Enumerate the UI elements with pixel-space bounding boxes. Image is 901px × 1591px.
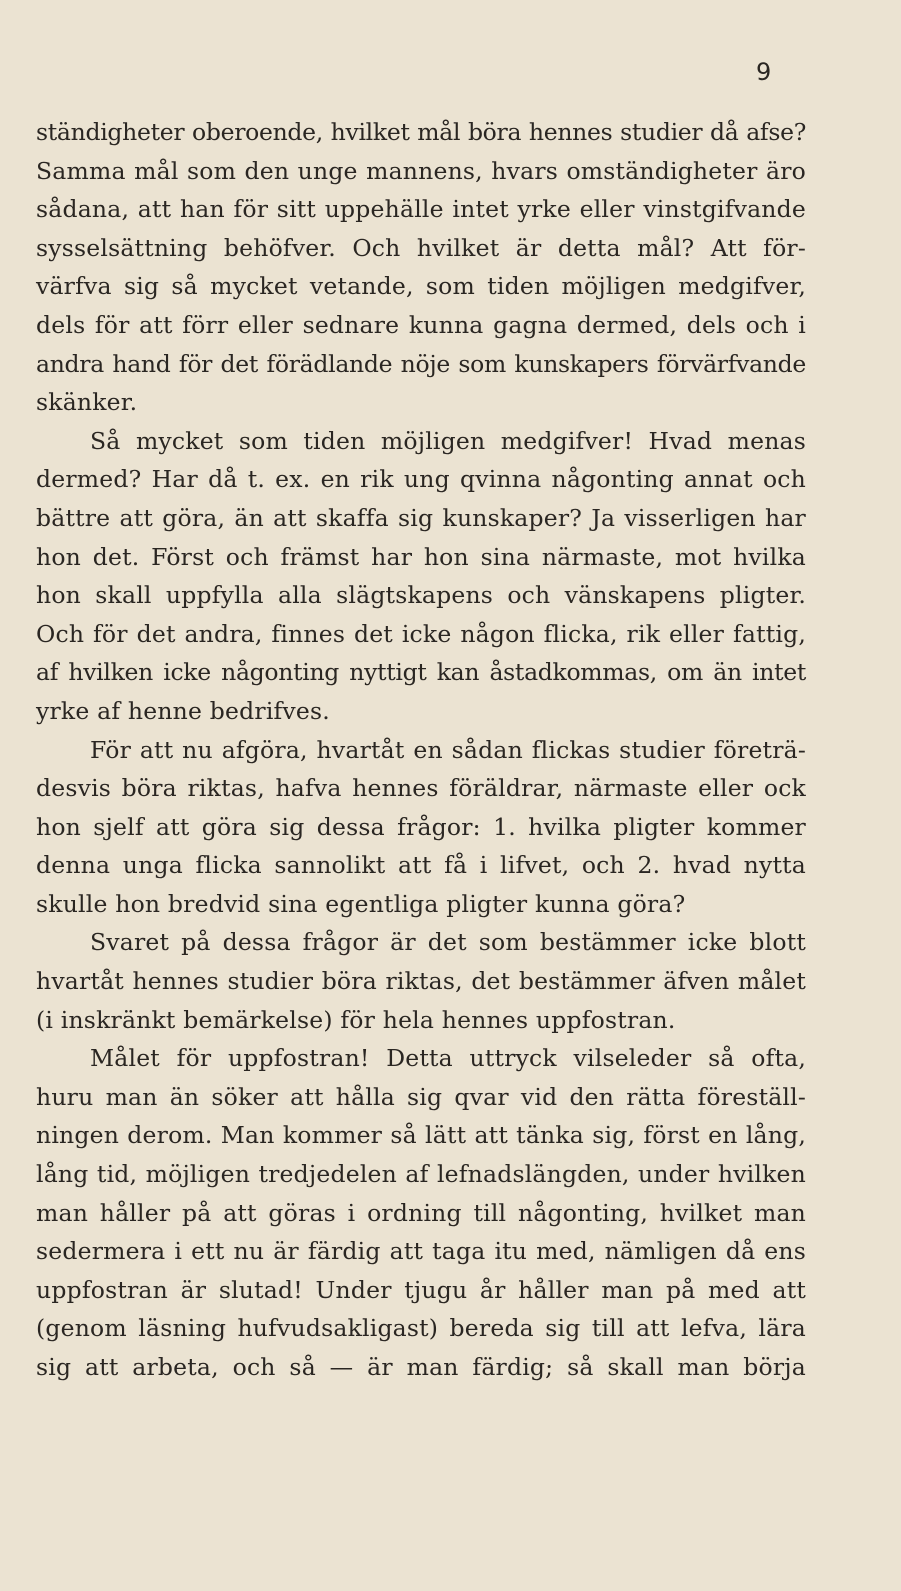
- text-line: sådana, att han för sitt uppehälle intet yrke eller vinstgifvande: [36, 195, 806, 224]
- text-line: Så mycket som tiden möjligen medgifver! Hvad menas: [90, 426, 806, 455]
- text-line: Svaret på dessa frågor är det som bestämmer icke blott: [90, 928, 806, 957]
- text-line: sysselsättning behöfver. Och hvilket är detta mål? Att för-: [36, 233, 806, 262]
- text-line: (i inskränkt bemärkelse) för hela hennes uppfostran.: [36, 1005, 676, 1034]
- text-line: hvartåt hennes studier böra riktas, det bestämmer äfven målet: [36, 967, 806, 996]
- text-line: skulle hon bredvid sina egentliga pligter kunna göra?: [36, 889, 686, 918]
- text-line: huru man än söker att hålla sig qvar vid den rätta föreställ-: [36, 1082, 806, 1111]
- text-line: skänker.: [36, 388, 138, 417]
- text-line: värfva sig så mycket vetande, som tiden möjligen medgifver,: [36, 272, 806, 301]
- text-line: af hvilken icke någonting nyttigt kan åstadkommas, om än intet: [36, 658, 806, 687]
- text-line: hon skall uppfylla alla slägtskapens och vänskapens pligter.: [36, 581, 806, 610]
- page-number: 9: [756, 58, 772, 86]
- text-line: För att nu afgöra, hvartåt en sådan flickas studier företrä-: [90, 735, 806, 764]
- text-line: sig att arbeta, och så — är man färdig; så skall man börja: [36, 1353, 806, 1381]
- text-line: (genom läsning hufvudsakligast) bereda sig till att lefva, lära: [36, 1314, 806, 1343]
- text-line: dermed? Har då t. ex. en rik ung qvinna någonting annat och: [36, 465, 806, 494]
- body-text: [36, 113, 806, 1387]
- text-line: hon det. Först och främst har hon sina närmaste, mot hvilka: [36, 542, 806, 571]
- text-line: lång tid, möjligen tredjedelen af lefnadslängden, under hvilken: [36, 1160, 806, 1189]
- text-line: man håller på att göras i ordning till någonting, hvilket man: [36, 1198, 806, 1227]
- text-line: Samma mål som den unge mannens, hvars omständigheter äro: [36, 156, 806, 185]
- text-line: desvis böra riktas, hafva hennes föräldrar, närmaste eller ock: [36, 774, 806, 803]
- text-line: sedermera i ett nu är färdig att taga itu med, nämligen då ens: [36, 1237, 806, 1266]
- text-line: andra hand för det förädlande nöje som kunskapers förvärfvande: [36, 349, 806, 378]
- text-line: dels för att förr eller sednare kunna gagna dermed, dels och i: [36, 310, 806, 339]
- text-line: bättre att göra, än att skaffa sig kunskaper? Ja visserligen har: [36, 503, 806, 532]
- text-line: ständigheter oberoende, hvilket mål böra hennes studier då afse?: [36, 118, 806, 146]
- text-line: Och för det andra, finnes det icke någon flicka, rik eller fattig,: [36, 619, 806, 648]
- text-line: uppfostran är slutad! Under tjugu år håller man på med att: [36, 1275, 806, 1304]
- text-line: yrke af henne bedrifves.: [36, 696, 330, 725]
- text-line: hon sjelf att göra sig dessa frågor: 1. hvilka pligter kommer: [36, 812, 806, 841]
- text-line: denna unga flicka sannolikt att få i lifvet, och 2. hvad nytta: [36, 851, 806, 880]
- text-line: ningen derom. Man kommer så lätt att tänka sig, först en lång,: [36, 1121, 806, 1150]
- text-line: Målet för uppfostran! Detta uttryck vilseleder så ofta,: [90, 1044, 806, 1073]
